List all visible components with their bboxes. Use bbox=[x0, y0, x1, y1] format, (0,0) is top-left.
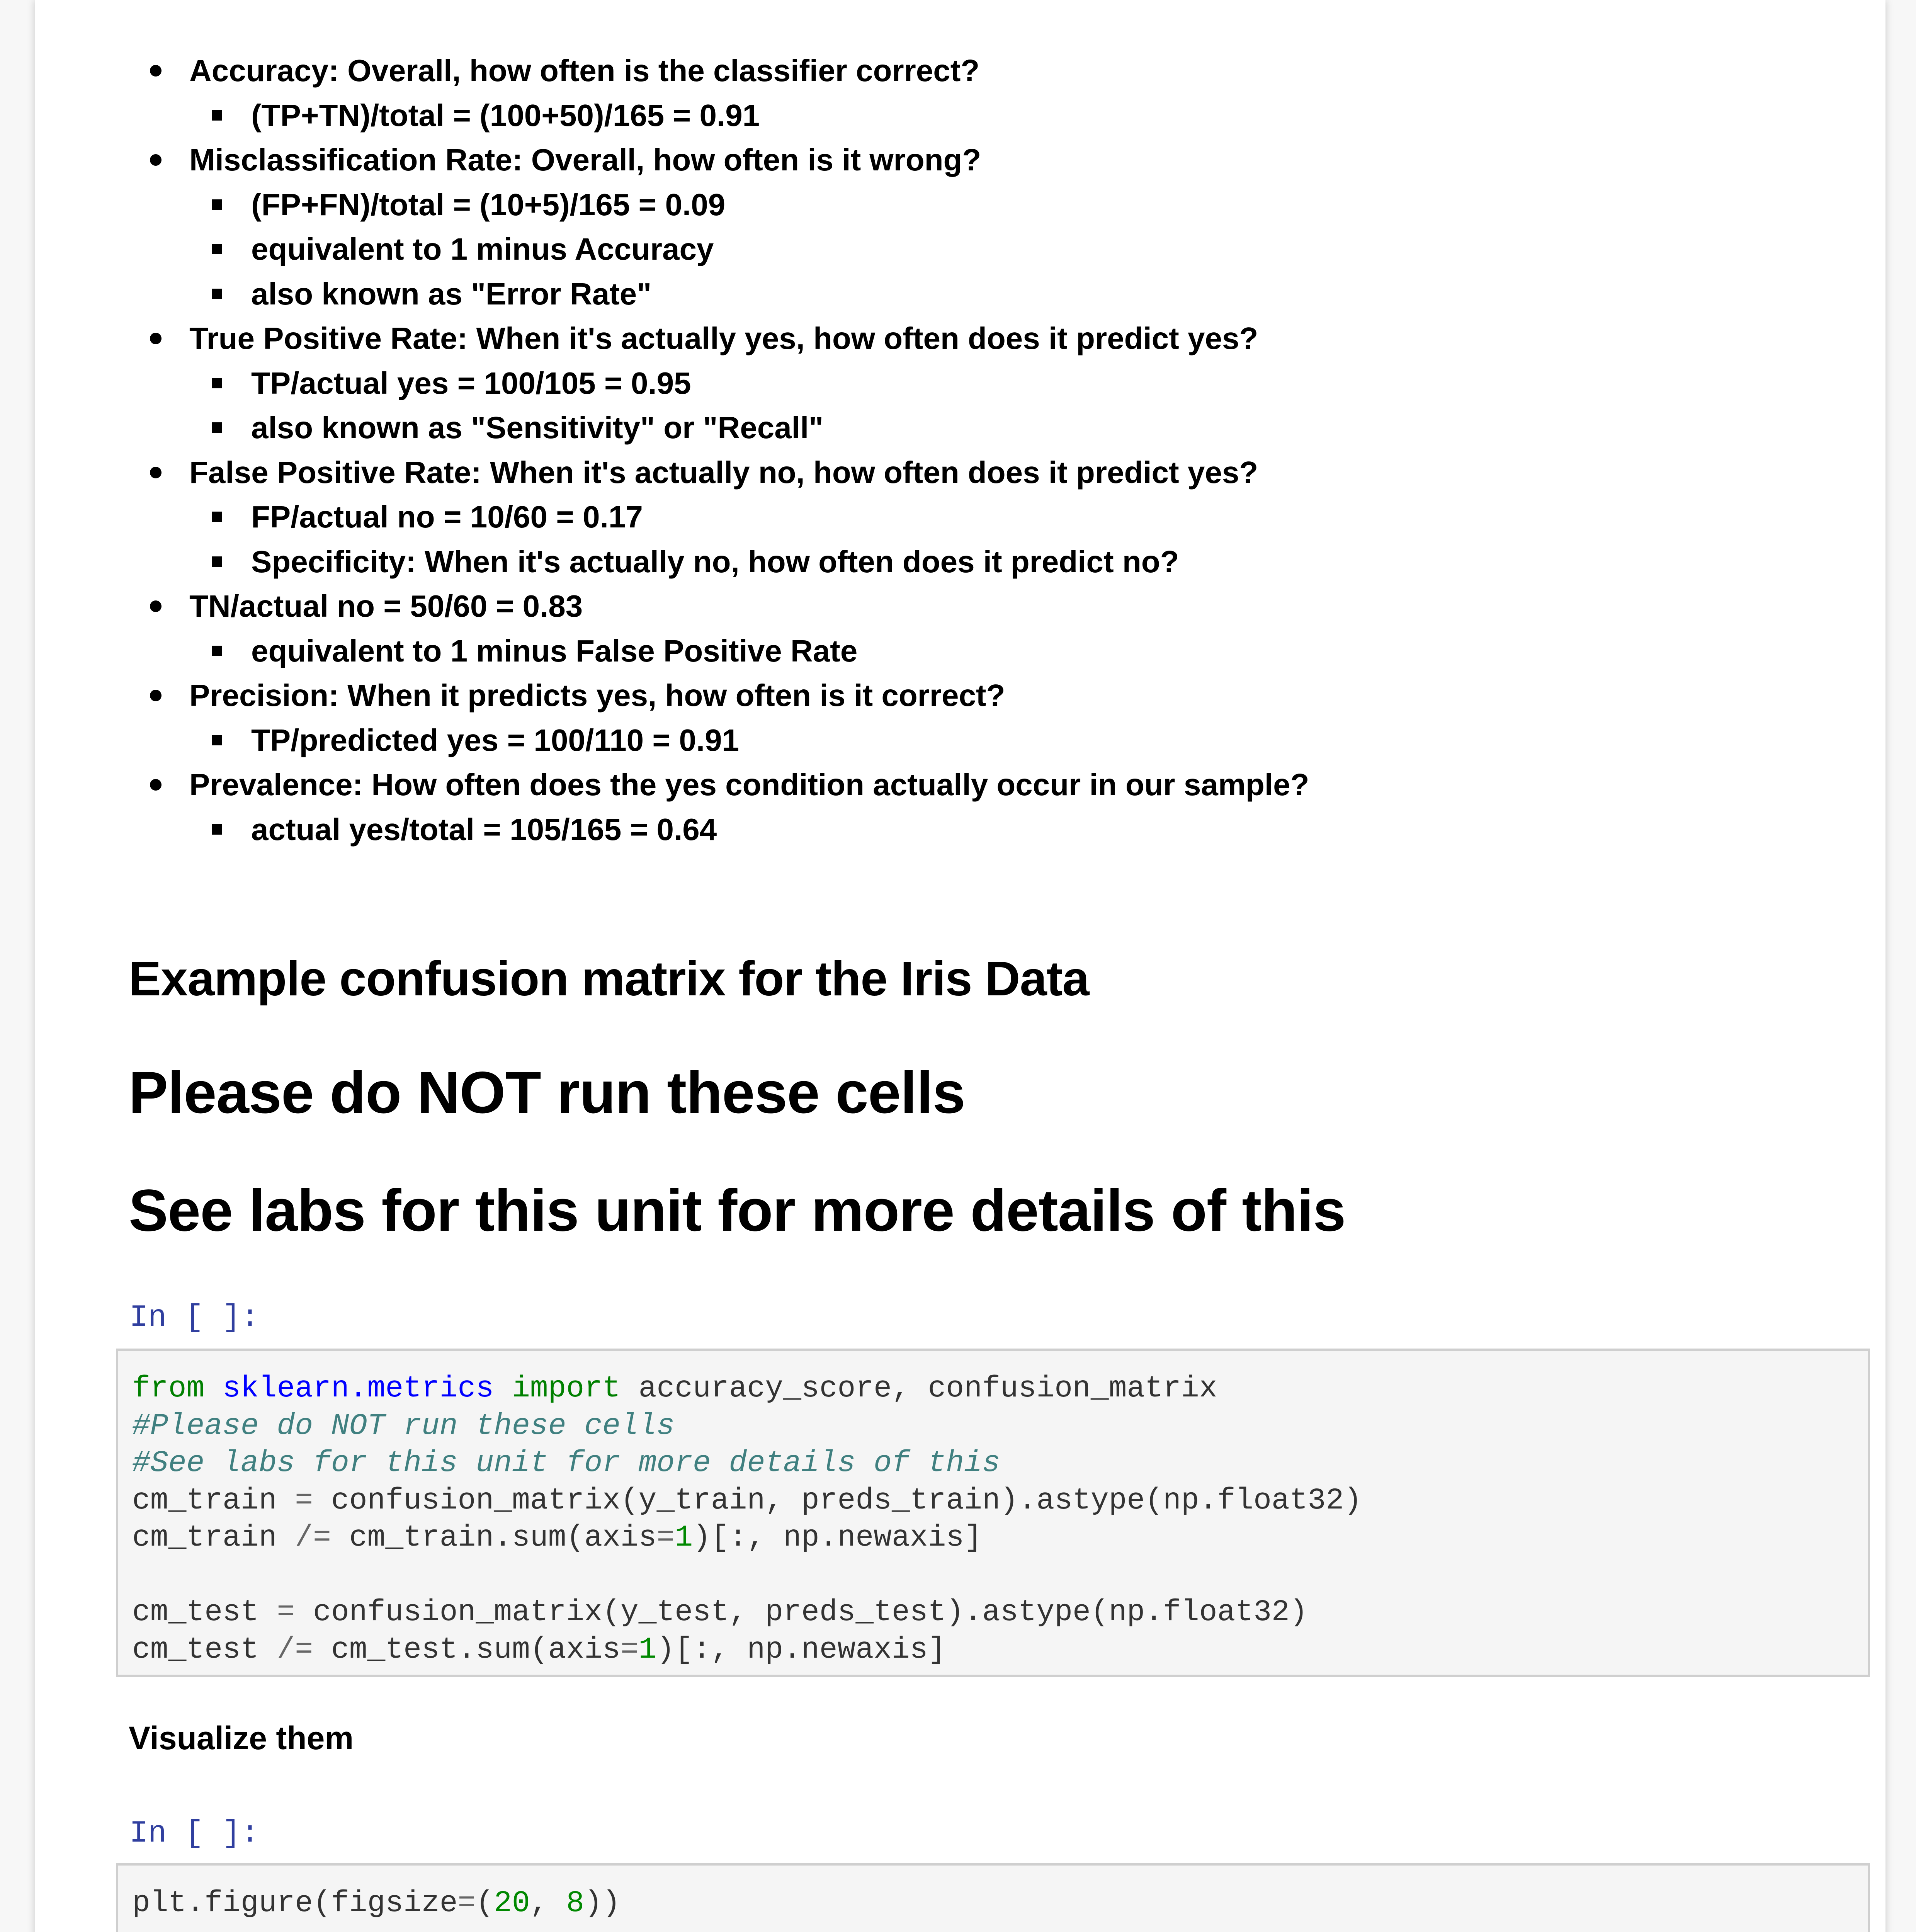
heading-see-labs: See labs for this unit for more details of this bbox=[129, 1177, 1346, 1243]
section-heading-example: Example confusion matrix for the Iris Data bbox=[129, 951, 1089, 1006]
bullet-item: True Positive Rate: When it's actually yes, how often does it predict yes? bbox=[124, 316, 1309, 361]
metrics-bullet-list bbox=[124, 48, 1309, 852]
code-editor[interactable]: plt.figure(figsize=(20, 8)) bbox=[132, 1886, 621, 1920]
notebook-page bbox=[35, 0, 1885, 1932]
sub-bullet-item: equivalent to 1 minus Accuracy bbox=[124, 227, 1309, 272]
sub-bullet-item: (TP+TN)/total = (100+50)/165 = 0.91 bbox=[124, 93, 1309, 138]
bullet-item: Accuracy: Overall, how often is the classifier correct? bbox=[124, 48, 1309, 93]
code-cell-confusion-matrix[interactable] bbox=[116, 1349, 1870, 1677]
sub-bullet-item: (FP+FN)/total = (10+5)/165 = 0.09 bbox=[124, 182, 1309, 227]
bullet-item: TN/actual no = 50/60 = 0.83 bbox=[124, 584, 1309, 629]
bullet-item: Precision: When it predicts yes, how often is it correct? bbox=[124, 673, 1309, 718]
bullet-item: False Positive Rate: When it's actually no, how often does it predict yes? bbox=[124, 450, 1309, 495]
input-prompt-cell1: In [ ]: bbox=[129, 1300, 260, 1335]
sub-bullet-item: actual yes/total = 105/165 = 0.64 bbox=[124, 807, 1309, 852]
sub-bullet-item: also known as "Sensitivity" or "Recall" bbox=[124, 405, 1309, 450]
code-cell-heatmaps[interactable] bbox=[116, 1863, 1870, 1932]
code-editor[interactable]: from sklearn.metrics import accuracy_score, confusion_matrix #Please do NOT run these cells #See labs for this unit for more details of this cm_train = confusion_matrix(y_train, preds_train).astype(np.float32) cm_train /= cm_train.sum(axis=1)[:, np.newaxis] cm_test = confusion_matrix(y_test, preds_test).astype(np.float32) cm_test /= cm_test.sum(axis=1)[:, np.newaxis] bbox=[132, 1372, 1362, 1667]
sub-bullet-item: TP/predicted yes = 100/110 = 0.91 bbox=[124, 718, 1309, 763]
sub-bullet-item: Specificity: When it's actually no, how often does it predict no? bbox=[124, 539, 1309, 584]
bullet-item: Misclassification Rate: Overall, how often is it wrong? bbox=[124, 138, 1309, 182]
sub-bullet-item: also known as "Error Rate" bbox=[124, 272, 1309, 316]
sub-bullet-item: TP/actual yes = 100/105 = 0.95 bbox=[124, 361, 1309, 406]
sub-bullet-item: FP/actual no = 10/60 = 0.17 bbox=[124, 495, 1309, 539]
heading-do-not-run: Please do NOT run these cells bbox=[129, 1060, 965, 1126]
visualize-label: Visualize them bbox=[129, 1720, 354, 1756]
bullet-item: Prevalence: How often does the yes condition actually occur in our sample? bbox=[124, 762, 1309, 807]
sub-bullet-item: equivalent to 1 minus False Positive Rate bbox=[124, 629, 1309, 673]
input-prompt-cell2: In [ ]: bbox=[129, 1816, 260, 1851]
